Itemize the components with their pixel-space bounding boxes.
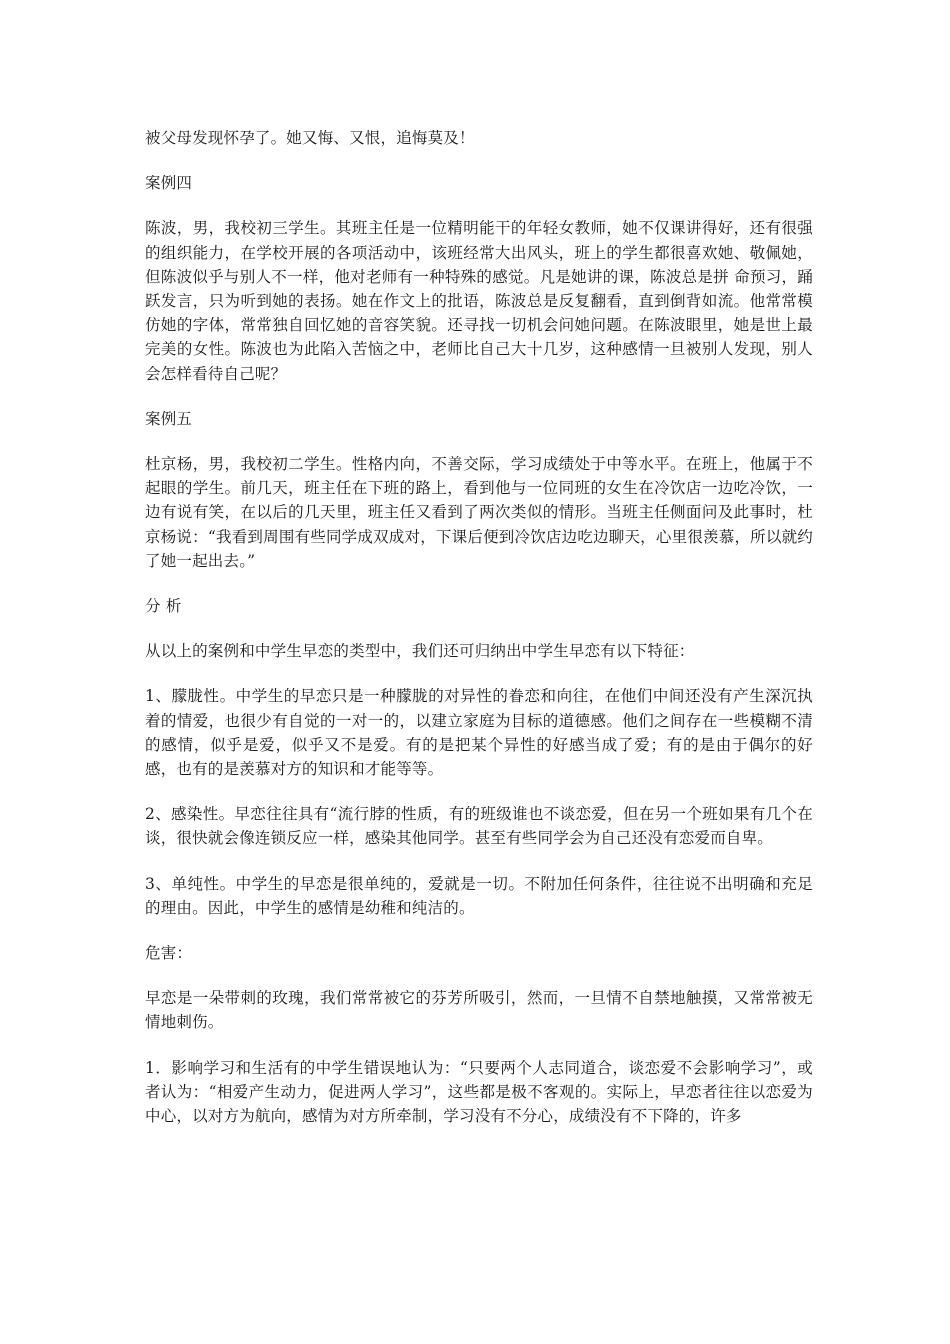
paragraph-continuation: 被父母发现怀孕了。她又悔、又恨，追悔莫及！ xyxy=(145,129,475,147)
paragraph-feature-3: 3、单纯性。中学生的早恋是很单纯的，爱就是一切。不附加任何条件，往往说不出明确和充足的理由。因此，中学生的感情是幼稚和纯洁的。 xyxy=(145,874,813,917)
paragraph-case-4: 陈波，男，我校初三学生。其班主任是一位精明能干的年轻女教师，她不仅课讲得好，还有很强的组织能力，在学校开展的各项活动中，该班经常大出风头，班上的学生都很喜欢她、敬佩她，但陈波似乎与别人不一样，他对老师有一种特殊的感觉。凡是她讲的课，陈波总是拼 命预习，踊跃发言，只为听到她的表扬。她在作文上的批语，陈波总是反复翻看，直到倒背如流。他常常模仿她的字体，常常独自回忆她的音容笑貌。还寻找一切机会问她问题。在陈波眼里，她是世上最完美的女性。陈波也为此陷入苦恼之中，老师比自己大十几岁，这种感情一旦被别人发现，别人会怎样看待自己呢？ xyxy=(145,219,813,383)
paragraph-harm-intro: 早恋是一朵带刺的玫瑰，我们常常被它的芬芳所吸引，然而，一旦情不自禁地触摸，又常常被无情地刺伤。 xyxy=(145,989,813,1032)
heading-analysis: 分 析 xyxy=(145,597,182,616)
heading-case-5: 案例五 xyxy=(145,409,193,428)
paragraph-analysis-intro: 从以上的案例和中学生早恋的类型中，我们还可归纳出中学生早恋有以下特征： xyxy=(145,642,695,661)
heading-case-4: 案例四 xyxy=(145,174,193,193)
heading-harm: 危害： xyxy=(145,944,193,963)
paragraph-case-5: 杜京杨，男，我校初二学生。性格内向，不善交际，学习成绩处于中等水平。在班上，他属于不起眼的学生。前几天，班主任在下班的路上，看到他与一位同班的女生在冷饮店一边吃冷饮，一边有说有笑，在以后的几天里，班主任又看到了两次类似的情形。当班主任侧面问及此事时，杜京杨说：“我看到周围有些同学成双成对，下课后便到冷饮店边吃边聊天，心里很羡慕，所以就约了她一起出去。” xyxy=(145,455,813,570)
paragraph-harm-1: 1．影响学习和生活有的中学生错误地认为：“只要两个人志同道合，谈恋爱不会影响学习”，或者认为：“相爱产生动力，促进两人学习”，这些都是极不客观的。实际上，早恋者往往以恋爱为中心，以对方为航向，感情为对方所牵制，学习没有不分心，成绩没有不下降的，许多 xyxy=(145,1058,813,1126)
paragraph-feature-2: 2、感染性。早恋往往具有“流行脖的性质，有的班级谁也不谈恋爱，但在另一个班如果有几个在谈，很快就会像连锁反应一样，感染其他同学。甚至有些同学会为自己还没有恋爱而自卑。 xyxy=(145,805,813,848)
document-page xyxy=(145,126,813,1149)
paragraph-feature-1: 1、朦胧性。中学生的早恋只是一种朦胧的对异性的眷恋和向往，在他们中间还没有产生深沉执着的情爱，也很少有自觉的一对一的，以建立家庭为目标的道德感。他们之间存在一些模糊不清的感情，似乎是爱，似乎又不是爱。有的是把某个异性的好感当成了爱；有的是由于偶尔的好感，也有的是羡慕对方的知识和才能等等。 xyxy=(145,687,813,779)
